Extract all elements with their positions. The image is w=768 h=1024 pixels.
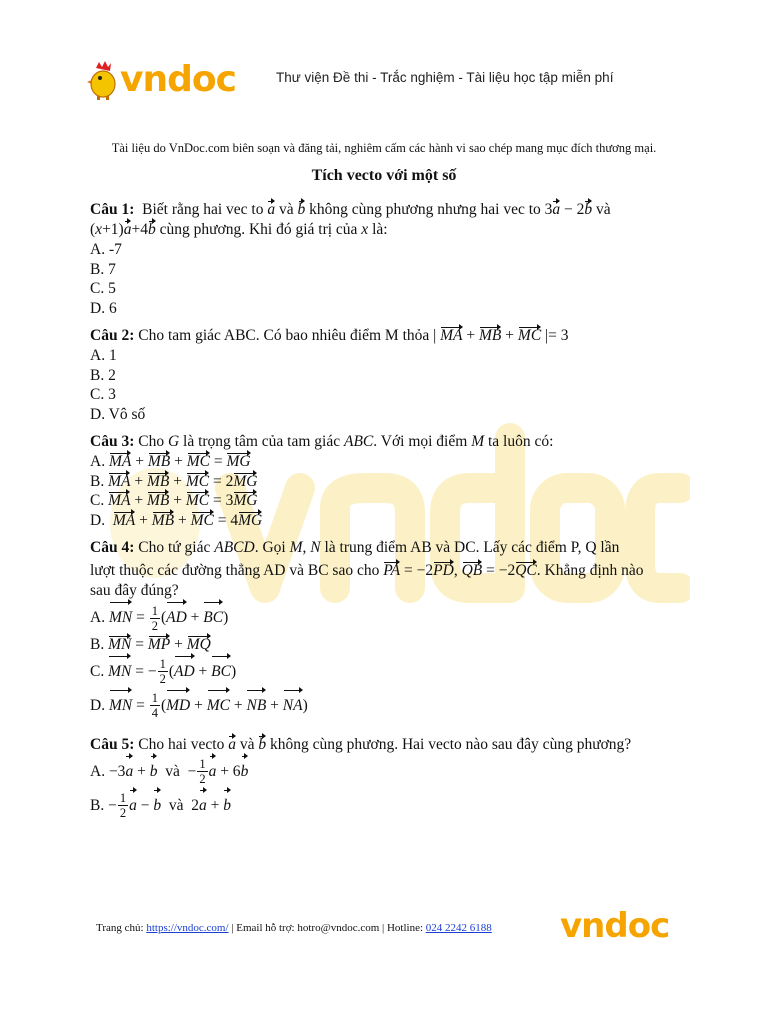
question-4 (90, 538, 690, 723)
option-a[interactable]: A. MA + MB + MC = MG (90, 453, 251, 470)
footer-vndoc-logo[interactable]: vndoc (560, 906, 670, 946)
option-d[interactable]: D. MN = $\frac{1}{4}$ (MD + MC + NB + NA) (90, 689, 690, 723)
question-label: Câu 3: (90, 433, 135, 450)
question-text: Cho tứ giác ABCD. Gọi M, N là trung điểm AB và DC. Lấy các điểm P, Q lần (138, 539, 620, 556)
option-c[interactable]: C. MN = − $\frac{1}{2}$ (AD + BC) (90, 655, 690, 689)
footer-contact-text: | Email hỗ trợ: hotro@vndoc.com | Hotline: (228, 922, 426, 934)
question-label: Câu 2: (90, 327, 135, 344)
question-text-cont: (x+1)a+4b cùng phương. Khi đó giá trị của x là: (90, 221, 388, 238)
logo-wordmark: vndoc (120, 59, 236, 100)
question-text: Cho hai vecto a và b không cùng phương. Hai vecto nào sau đây cùng phương? (138, 735, 632, 753)
question-3 (90, 432, 690, 530)
option-b[interactable]: B. 2 (90, 366, 116, 384)
question-2 (90, 326, 690, 424)
option-b[interactable]: B. − $\frac{1}{2}$ a − b và 2a + b (90, 789, 690, 823)
option-b[interactable]: B. 7 (90, 260, 116, 278)
option-a[interactable]: A. -7 (90, 241, 122, 258)
question-list (90, 200, 690, 823)
question-text: Cho G là trọng tâm của tam giác ABC. Với mọi điểm M ta luôn có: (138, 433, 554, 450)
question-label: Câu 4: (90, 539, 135, 556)
vndoc-logo[interactable] (86, 58, 236, 102)
question-text-cont: lượt thuộc các đường thẳng AD và BC sao cho PA = −2PD, QB = −2QC. Khẳng định nào (90, 562, 644, 579)
option-c[interactable]: C. 3 (90, 386, 116, 403)
question-1 (90, 200, 690, 318)
option-b[interactable]: B. MN = MP + MQ (90, 636, 211, 653)
page-title: Tích vecto với một số (311, 167, 457, 184)
copyright-notice: Tài liệu do VnDoc.com biên soạn và đăng tải, nghiêm cấm các hành vi sao chép mang mục đích thương mại. (111, 141, 657, 155)
page-header (86, 58, 706, 102)
footer-home-link[interactable]: https://vndoc.com/ (146, 922, 229, 934)
site-tagline: Thư viện Đề thi - Trắc nghiệm - Tài liệu học tập miễn phí (276, 70, 614, 85)
question-text-cont: sau đây đúng? (90, 582, 179, 599)
option-b[interactable]: B. MA + MB + MC = 2MG (90, 472, 258, 490)
option-c[interactable]: C. 5 (90, 280, 116, 297)
question-label: Câu 5: (90, 735, 135, 753)
page-footer (96, 922, 492, 934)
option-a[interactable]: A. 1 (90, 347, 117, 364)
rooster-mascot-icon (86, 60, 120, 100)
option-d[interactable]: D. MA + MB + MC = 4MG (90, 511, 263, 529)
question-5 (90, 735, 690, 823)
option-a[interactable]: A. −3a + b và − $\frac{1}{2}$ a + 6b (90, 755, 690, 789)
option-d[interactable]: D. Vô số (90, 405, 146, 423)
option-d[interactable]: D. 6 (90, 299, 117, 317)
option-a[interactable]: A. MN = $\frac{1}{2}$ (AD + BC) (90, 601, 690, 635)
question-text: Cho tam giác ABC. Có bao nhiêu điểm M thỏa | MA + MB + MC |= 3 (138, 327, 569, 344)
option-c[interactable]: C. MA + MB + MC = 3MG (90, 492, 258, 509)
question-label: Câu 1: (90, 201, 135, 218)
footer-hotline-link[interactable]: 024 2242 6188 (425, 922, 492, 934)
footer-home-label: Trang chủ: (96, 922, 147, 934)
question-text: Biết rằng hai vec to a và b không cùng phương nhưng hai vec to 3a − 2b và (138, 201, 611, 218)
